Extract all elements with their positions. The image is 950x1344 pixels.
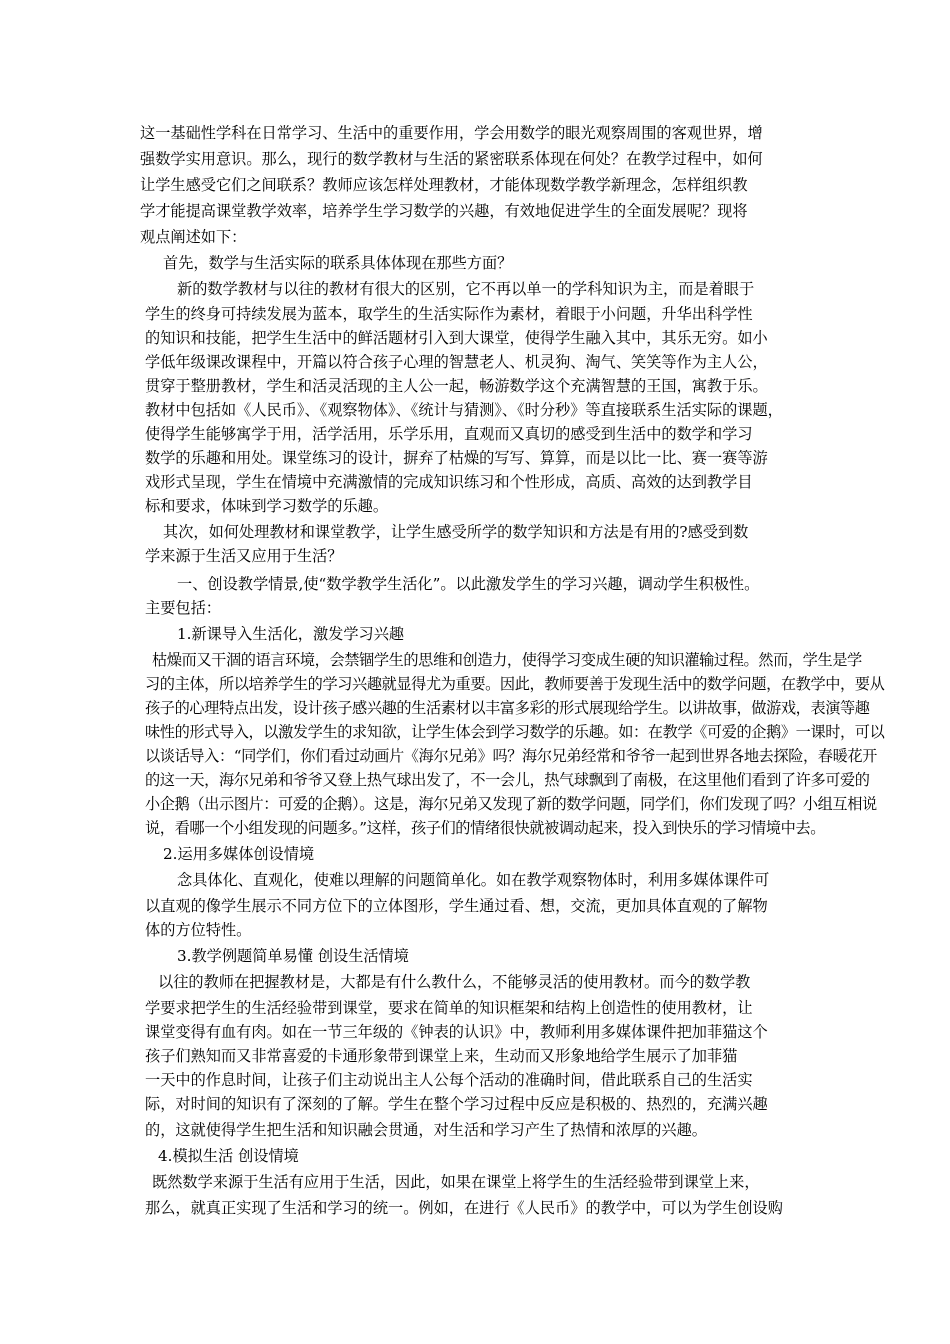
text-line: 标和要求，体味到学习数学的乐趣。 xyxy=(145,497,388,515)
text-line: 这一基础性学科在日常学习、生活中的重要作用，学会用数学的眼光观察周围的客观世界，增 xyxy=(140,124,763,142)
text-line: 味性的形式导入，以激发学生的求知欲，让学生体会到学习数学的乐趣。如：在教学《可爱的企鹅》一课时，可以 xyxy=(145,723,885,741)
text-line: 观点阐述如下： xyxy=(140,228,247,246)
text-line: 让学生感受它们之间联系？教师应该怎样处理教材，才能体现数学教学新理念，怎样组织教 xyxy=(140,176,748,194)
text-line: 学要求把学生的生活经验带到课堂，要求在简单的知识框架和结构上创造性的使用教材，让 xyxy=(145,999,753,1017)
text-line: 4.模拟生活 创设情境 xyxy=(158,1147,299,1165)
text-line: 1.新课导入生活化，激发学习兴趣 xyxy=(177,625,405,643)
text-line: 际，对时间的知识有了深刻的了解。学生在整个学习过程中反应是积极的、热烈的，充满兴趣 xyxy=(145,1095,768,1113)
text-line: 强数学实用意识。那么，现行的数学教材与生活的紧密联系体现在何处？在教学过程中，如何 xyxy=(140,150,763,168)
text-line: 既然数学来源于生活有应用于生活，因此，如果在课堂上将学生的生活经验带到课堂上来， xyxy=(152,1173,760,1191)
text-line: 孩子们熟知而又非常喜爱的卡通形象带到课堂上来，生动而又形象地给学生展示了加菲猫 xyxy=(145,1047,738,1065)
text-line: 学才能提高课堂教学效率，培养学生学习数学的兴趣，有效地促进学生的全面发展呢？现将 xyxy=(140,202,748,220)
text-line: 的，这就使得学生把生活和知识融会贯通，对生活和学习产生了热情和浓厚的兴趣。 xyxy=(145,1121,707,1139)
text-line: 一、创设教学情景,使“数学教学生活化”。以此激发学生的学习兴趣，调动学生积极性。 xyxy=(177,575,760,593)
text-line: 学生的终身可持续发展为蓝本，取学生的生活实际作为素材，着眼于小问题，升华出科学性 xyxy=(145,305,753,323)
text-line: 念具体化、直观化，使难以理解的问题简单化。如在教学观察物体时，利用多媒体课件可 xyxy=(177,871,770,889)
text-line: 枯燥而又干涸的语言环境，会禁锢学生的思维和创造力，使得学习变成生硬的知识灌输过程。然而，学生是学 xyxy=(152,651,862,669)
text-line: 贯穿于整册教材，学生和活灵活现的主人公一起，畅游数学这个充满智慧的王国，寓教于乐。 xyxy=(145,377,768,395)
text-line: 2.运用多媒体创设情境 xyxy=(163,845,315,863)
text-line: 说，看哪一个小组发现的问题多。”这样，孩子们的情绪很快就被调动起来，投入到快乐的学习情境中去。 xyxy=(145,819,825,837)
text-line: 使得学生能够寓学于用，活学活用，乐学乐用，直观而又真切的感受到生活中的数学和学习 xyxy=(145,425,753,443)
text-line: 习的主体，所以培养学生的学习兴趣就显得尤为重要。因此，教师要善于发现生活中的数学问题，在教学中，要从 xyxy=(145,675,885,693)
text-line: 主要包括： xyxy=(145,599,221,617)
text-line: 课堂变得有血有肉。如在一节三年级的《钟表的认识》中，教师利用多媒体课件把加菲猫这个 xyxy=(145,1023,768,1041)
text-line: 戏形式呈现，学生在情境中充满激情的完成知识练习和个性形成，高质、高效的达到教学目 xyxy=(145,473,753,491)
text-line: 3.教学例题简单易懂 创设生活情境 xyxy=(177,947,409,965)
text-line: 其次，如何处理教材和课堂教学，让学生感受所学的数学知识和方法是有用的?感受到数 xyxy=(163,523,749,541)
text-line: 体的方位特性。 xyxy=(145,921,252,939)
text-line: 孩子的心理特点出发，设计孩子感兴趣的生活素材以丰富多彩的形式展现给学生。以讲故事，做游戏，表演等趣 xyxy=(145,699,870,717)
text-line: 以往的教师在把握教材是，大都是有什么教什么，不能够灵活的使用教材。而今的数学教 xyxy=(158,973,751,991)
text-line: 首先，数学与生活实际的联系具体体现在那些方面？ xyxy=(163,254,513,272)
text-line: 数学的乐趣和用处。课堂练习的设计，摒弃了枯燥的写写、算算，而是以比一比、赛一赛等游 xyxy=(145,449,768,467)
text-line: 教材中包括如《人民币》、《观察物体》、《统计与猜测》、《时分秒》等直接联系生活实际的课题， xyxy=(145,401,783,419)
text-line: 小企鹅（出示图片：可爱的企鹅）。这是，海尔兄弟又发现了新的数学问题，同学们，你们发现了吗？小组互相说 xyxy=(145,795,877,813)
text-line: 的知识和技能，把学生生活中的鲜活题材引入到大课堂，使得学生融入其中，其乐无穷。如小 xyxy=(145,329,768,347)
text-line: 学低年级课改课程中，开篇以符合孩子心理的智慧老人、机灵狗、淘气、笑笑等作为主人公， xyxy=(145,353,768,371)
text-line: 的这一天，海尔兄弟和爷爷又登上热气球出发了，不一会儿，热气球飘到了南极，在这里他们看到了许多可爱的 xyxy=(145,771,870,789)
text-line: 学来源于生活又应用于生活？ xyxy=(145,547,343,565)
text-line: 以直观的像学生展示不同方位下的立体图形，学生通过看、想，交流，更加具体直观的了解物 xyxy=(145,897,768,915)
text-line: 那么，就真正实现了生活和学习的统一。例如，在进行《人民币》的教学中，可以为学生创设购 xyxy=(145,1199,783,1217)
text-line: 一天中的作息时间，让孩子们主动说出主人公每个活动的准确时间，借此联系自己的生活实 xyxy=(145,1071,753,1089)
text-line: 以谈话导入：“同学们，你们看过动画片《海尔兄弟》吗？海尔兄弟经常和爷爷一起到世界各地去探险，春暖花开 xyxy=(145,747,877,765)
text-line: 新的数学教材与以往的教材有很大的区别，它不再以单一的学科知识为主，而是着眼于 xyxy=(177,280,755,298)
